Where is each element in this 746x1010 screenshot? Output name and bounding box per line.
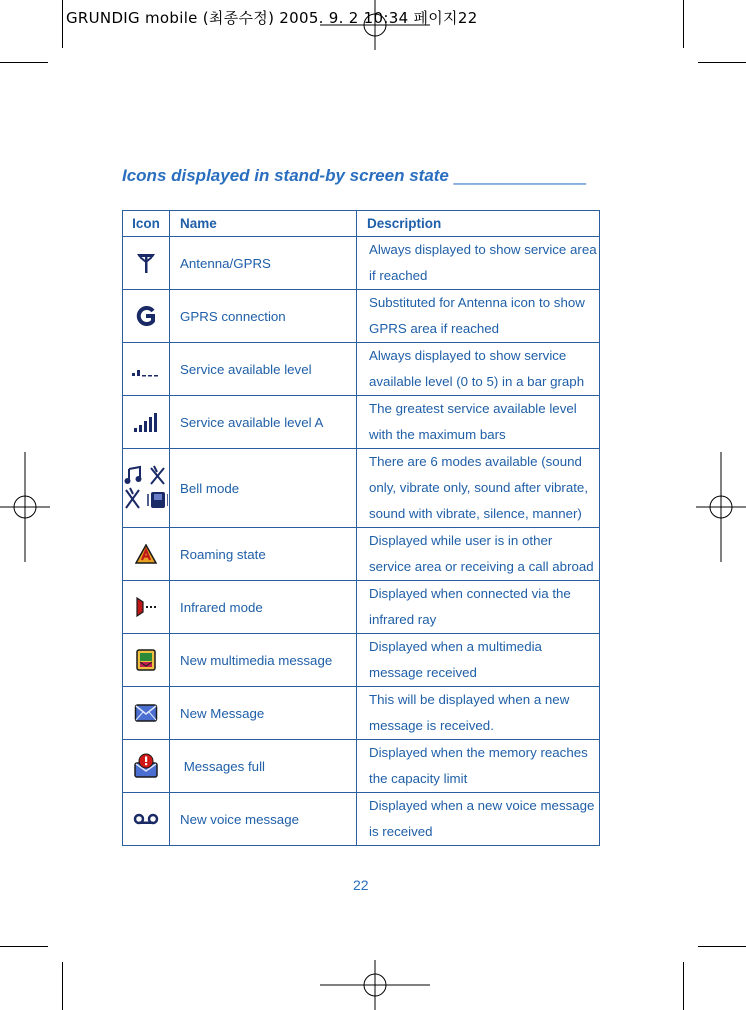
crop-mark (683, 962, 684, 1010)
registration-mark (696, 452, 746, 562)
table-row (123, 740, 600, 793)
registration-mark (0, 452, 50, 562)
registration-mark (320, 960, 430, 1010)
section-title-text: Icons displayed in stand-by screen state (122, 166, 449, 185)
signal-full-icon (133, 411, 159, 433)
row-description: This will be displayed when a new message is received. (357, 687, 600, 740)
row-name: Infrared mode (170, 581, 357, 634)
row-name: Service available level (170, 343, 357, 396)
row-description: Displayed while user is in other service area or receiving a call abroad (357, 528, 600, 581)
icons-table (122, 210, 600, 846)
row-description: Always displayed to show service area if reached (357, 237, 600, 290)
row-name: New multimedia message (170, 634, 357, 687)
crop-mark (698, 62, 746, 63)
table-row (123, 528, 600, 581)
table-row (123, 343, 600, 396)
gprs-g-icon (136, 305, 156, 327)
vibrate-icon (151, 466, 164, 484)
crop-mark (0, 946, 48, 947)
table-row (123, 793, 600, 846)
table-header-row (123, 211, 600, 237)
infrared-icon (135, 596, 157, 618)
section-title (122, 166, 586, 186)
page-number: 22 (353, 877, 369, 893)
row-name: Roaming state (170, 528, 357, 581)
antenna-icon (136, 252, 156, 274)
row-description: Displayed when a new voice message is received (357, 793, 600, 846)
table-row (123, 237, 600, 290)
row-name: Bell mode (170, 449, 357, 528)
crop-mark (683, 0, 684, 48)
row-name: Antenna/GPRS (170, 237, 357, 290)
column-header-icon: Icon (123, 211, 170, 237)
envelope-icon (134, 702, 158, 724)
table-row (123, 581, 600, 634)
table-row (123, 634, 600, 687)
row-description: Always displayed to show service available level (0 to 5) in a bar graph (357, 343, 600, 396)
print-header: GRUNDIG mobile (최종수정) 2005. 9. 2 10:34 페이지22 (66, 9, 478, 27)
row-name: New Message (170, 687, 357, 740)
bell-mode-icons (124, 464, 168, 512)
crop-mark (698, 946, 746, 947)
row-description: Displayed when connected via the infrared ray (357, 581, 600, 634)
row-name: Messages full (170, 740, 357, 793)
crop-mark (62, 962, 63, 1010)
voicemail-icon (133, 813, 159, 827)
column-header-name: Name (170, 211, 357, 237)
table-row (123, 449, 600, 528)
row-description: Displayed when a multimedia message received (357, 634, 600, 687)
signal-low-icon (131, 363, 161, 377)
row-description: Substituted for Antenna icon to show GPRS area if reached (357, 290, 600, 343)
row-name: New voice message (170, 793, 357, 846)
row-description: The greatest service available level with the maximum bars (357, 396, 600, 449)
section-title-rule: ______________ (453, 166, 586, 185)
registration-mark (320, 0, 430, 50)
manner-icon (148, 492, 168, 508)
roaming-icon (135, 544, 157, 564)
table-row (123, 290, 600, 343)
mms-icon (135, 648, 157, 672)
column-header-description: Description (357, 211, 600, 237)
row-name: GPRS connection (170, 290, 357, 343)
row-name: Service available level A (170, 396, 357, 449)
silence-icon (126, 488, 139, 508)
messages-full-icon (133, 753, 159, 779)
sound-only-icon (125, 467, 142, 484)
row-description: There are 6 modes available (sound only, vibrate only, sound after vibrate, sound with vibrate, silence, manner) (357, 449, 600, 528)
table-row (123, 396, 600, 449)
crop-mark (62, 0, 63, 48)
table-row (123, 687, 600, 740)
crop-mark (0, 62, 48, 63)
row-description: Displayed when the memory reaches the capacity limit (357, 740, 600, 793)
